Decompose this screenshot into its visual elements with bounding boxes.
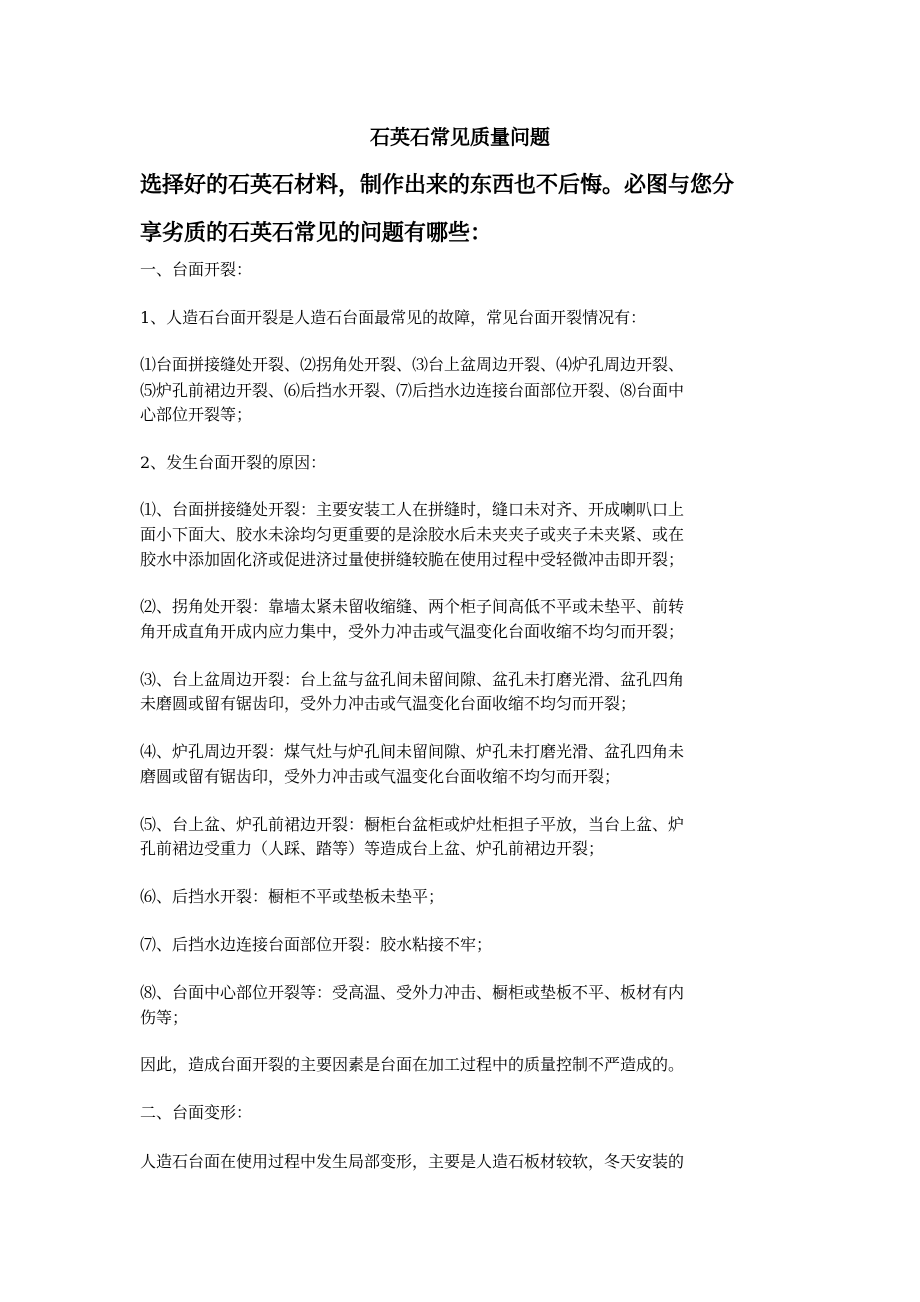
paragraph-line: 未磨圆或留有锯齿印，受外力冲击或气温变化台面收缩不均匀而开裂； [140, 694, 637, 713]
paragraph-line: 1、人造石台面开裂是人造石台面最常见的故障，常见台面开裂情况有： [140, 308, 647, 327]
paragraph-line: 孔前裙边受重力（人踩、踏等）等造成台上盆、炉孔前裙边开裂； [140, 839, 605, 858]
paragraph-line: 磨圆或留有锯齿印，受外力冲击或气温变化台面收缩不均匀而开裂； [140, 767, 621, 786]
paragraph-line: ⑸炉孔前裙边开裂、⑹后挡水开裂、⑺后挡水边连接台面部位开裂、⑻台面中 [140, 381, 685, 400]
lead-line: 享劣质的石英石常见的问题有哪些： [140, 221, 493, 246]
paragraph-line: 角开成直角开成内应力集中，受外力冲击或气温变化台面收缩不均匀而开裂； [140, 622, 685, 641]
paragraph-line: ⑴台面拼接缝处开裂、⑵拐角处开裂、⑶台上盆周边开裂、⑷炉孔周边开裂、 [140, 355, 685, 374]
paragraph-line: 胶水中添加固化济或促进济过量使拼缝较脆在使用过程中受轻微冲击即开裂； [140, 550, 685, 569]
paragraph-line: ⑴、台面拼接缝处开裂：主要安装工人在拼缝时，缝口未对齐、开成喇叭口上 [140, 500, 685, 519]
paragraph-line: 人造石台面在使用过程中发生局部变形，主要是人造石板材较软，冬天安装的 [140, 1152, 685, 1171]
paragraph-line: 面小下面大、胶水未涂均匀更重要的是涂胶水后未夹夹子或夹子未夹紧、或在 [140, 525, 685, 544]
lead-line: 选择好的石英石材料，制作出来的东西也不后悔。必图与您分 [140, 173, 735, 198]
section-heading: 二、台面变形： [140, 1103, 253, 1122]
paragraph-line: 心部位开裂等； [140, 405, 253, 424]
page-title: 石英石常见质量问题 [370, 125, 550, 149]
paragraph-line: ⑹、后挡水开裂：橱柜不平或垫板未垫平； [140, 887, 445, 906]
section-heading: 一、台面开裂： [140, 260, 253, 279]
paragraph-line: ⑻、台面中心部位开裂等：受高温、受外力冲击、橱柜或垫板不平、板材有内 [140, 983, 685, 1002]
paragraph-line: ⑸、台上盆、炉孔前裙边开裂：橱柜台盆柜或炉灶柜担子平放，当台上盆、炉 [140, 815, 685, 834]
paragraph-line: ⑶、台上盆周边开裂：台上盆与盆孔间未留间隙、盆孔未打磨光滑、盆孔四角 [140, 670, 685, 689]
paragraph-line: ⑺、后挡水边连接台面部位开裂：胶水粘接不牢； [140, 935, 493, 954]
paragraph-line: ⑷、炉孔周边开裂：煤气灶与炉孔间未留间隙、炉孔未打磨光滑、盆孔四角未 [140, 742, 685, 761]
paragraph-line: 因此，造成台面开裂的主要因素是台面在加工过程中的质量控制不严造成的。 [140, 1055, 685, 1074]
paragraph-line: ⑵、拐角处开裂：靠墙太紧未留收缩缝、两个柜子间高低不平或未垫平、前转 [140, 597, 685, 616]
paragraph-line: 2、发生台面开裂的原因： [140, 453, 327, 472]
paragraph-line: 伤等； [140, 1008, 189, 1027]
